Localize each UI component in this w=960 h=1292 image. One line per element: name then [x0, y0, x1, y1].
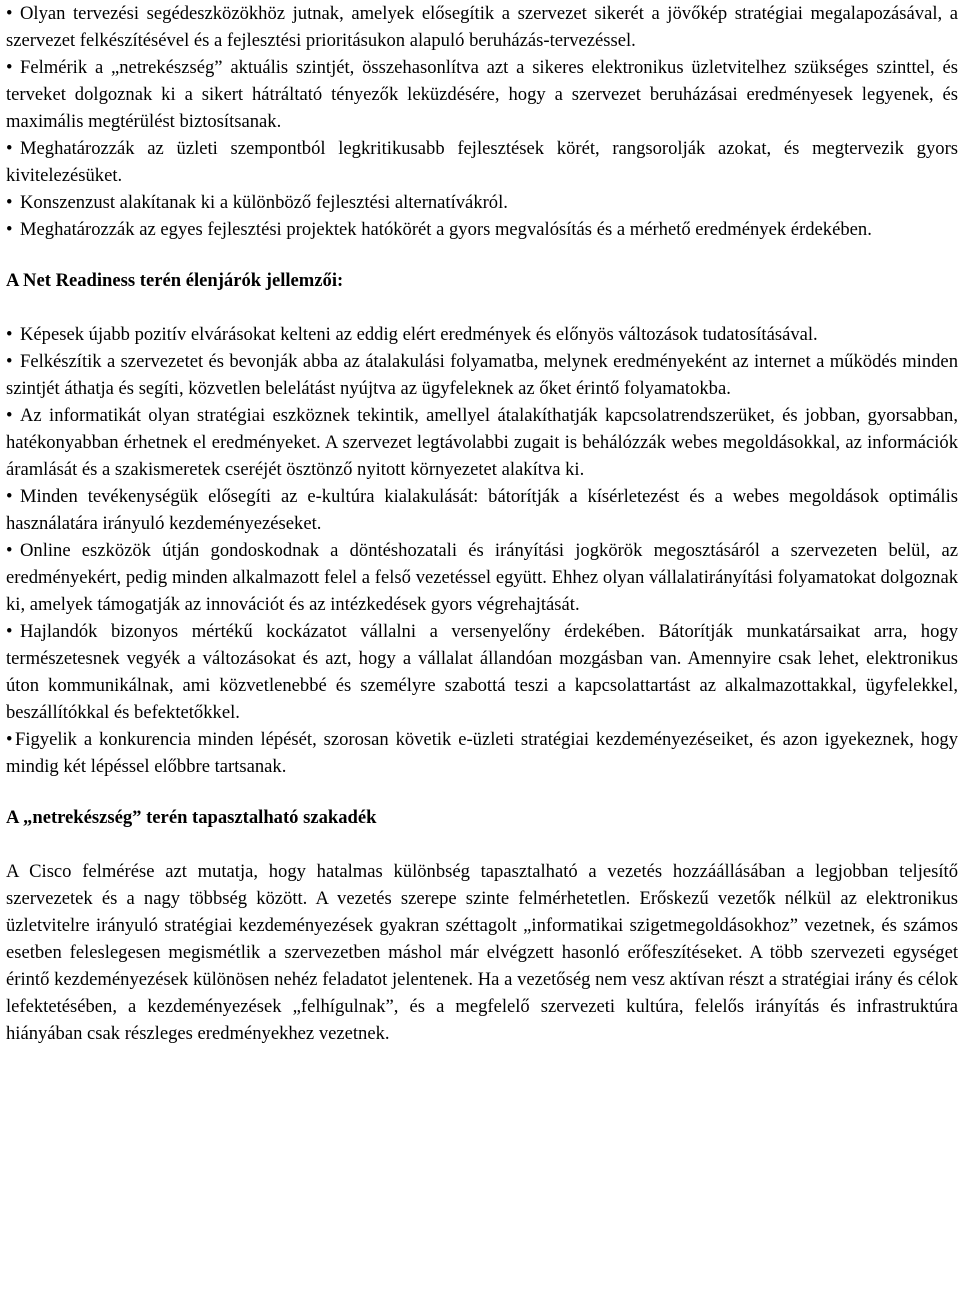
bullet-icon: •	[6, 57, 13, 78]
gap-paragraph: A Cisco felmérése azt mutatja, hogy hatalmas különbség tapasztalható a vezetés hozzáállásában a legjobban teljesítő szervezetek és a nagy többség között. A vezetés szerepe szinte felmérhetetlen. Erőskezű vezetők nélkül az elektronikus üzletvitelre irányuló stratégiai kezdeményezések gyakran széttagolt „informatikai szigetmegoldásokhoz” vezetnek, és számos esetben feleslegesen megismétlik a szervezetben máshol már elvégzett hasonló erőfeszítéseket. A több szervezeti egységet érintő kezdeményezések különösen nehéz feladatot jelentenek. Ha a vezetőség nem vesz aktívan részt a stratégiai irány és célok lefektetésében, a kezdeményezések „felhígulnak”, és a megfelelő szervezeti kultúra, felelős irányítás és infrastruktúra hiányában csak részleges eredményekhez vezetnek.	[6, 861, 958, 1044]
section-heading-leaders: A Net Readiness terén élenjárók jellemzői:	[6, 270, 344, 291]
list-item: • Az informatikát olyan stratégiai eszköznek tekintik, amellyel átalakíthatják kapcsolatrendszerüket, és jobban, gyorsabban, hatékonyabban érhetnek el eredményeket. A szervezet legtávolabbi zugait is behálózzák webes megoldásokkal, az információk áramlását és a szakismeretek cseréjét ösztönző nyitott környezetet alakítva ki.	[6, 402, 958, 483]
bullet-icon: •	[6, 540, 13, 561]
list-item: • Meghatározzák az üzleti szempontból legkritikusabb fejlesztések körét, rangsorolják azokat, és megtervezik gyors kivitelezésüket.	[6, 135, 958, 189]
document-page	[6, 0, 958, 1047]
list-item: • Meghatározzák az egyes fejlesztési projektek hatókörét a gyors megvalósítás és a mérhető eredmények érdekében.	[6, 216, 958, 243]
bullet-icon: •	[6, 351, 13, 372]
bullet-icon: •	[6, 324, 13, 345]
bullet-icon: •	[6, 138, 13, 159]
list-item: • Konszenzust alakítanak ki a különböző fejlesztési alternatívákról.	[6, 189, 958, 216]
bullet-icon: •	[6, 486, 13, 507]
top-bullet-list	[6, 0, 958, 243]
list-item: • Figyelik a konkurencia minden lépését, szorosan követik e-üzleti stratégiai kezdeményezéseiket, és azon igyekeznek, hogy mindig két lépéssel előbbre tartsanak.	[6, 726, 958, 780]
list-item: • Felkészítik a szervezetet és bevonják abba az átalakulási folyamatba, melynek eredményeként az internet a működés minden szintjét áthatja és segíti, közvetlen belelátást nyújtva az ügyfeleknek az őket érintő folyamatokba.	[6, 348, 958, 402]
bullet-icon: •	[6, 621, 13, 642]
leaders-bullet-list	[6, 321, 958, 780]
bullet-icon: •	[6, 3, 13, 24]
bullet-icon: •	[6, 219, 13, 240]
list-item: • Minden tevékenységük elősegíti az e-kultúra kialakulását: bátorítják a kísérletezést és a webes megoldások optimális használatára irányuló kezdeményezéseket.	[6, 483, 958, 537]
list-item: • Hajlandók bizonyos mértékű kockázatot vállalni a versenyelőny érdekében. Bátorítják munkatársaikat arra, hogy természetesnek vegyék a változásokat és azt, hogy a vállalat állandóan mozgásban van. Amennyire csak lehet, elektronikus úton kommunikálnak, ami közvetlenebbé és személyre szabottá teszi a kapcsolattartást az alkalmazottakkal, ügyfelekkel, beszállítókkal és befektetőkkel.	[6, 618, 958, 726]
list-item: • Olyan tervezési segédeszközökhöz jutnak, amelyek elősegítik a szervezet sikerét a jövőkép stratégiai megalapozásával, a szervezet felkészítésével és a fejlesztési prioritásukon alapuló beruházás-tervezéssel.	[6, 0, 958, 54]
bullet-icon: •	[6, 405, 13, 426]
list-item: • Képesek újabb pozitív elvárásokat kelteni az eddig elért eredmények és előnyös változások tudatosításával.	[6, 321, 958, 348]
bullet-icon: •	[6, 192, 13, 213]
list-item: • Online eszközök útján gondoskodnak a döntéshozatali és irányítási jogkörök megosztásáról a szervezeten belül, az eredményekért, pedig minden alkalmazott felel a felső vezetéssel együtt. Ehhez olyan vállalatirányítási folyamatokat dolgoznak ki, amelyek támogatják az innovációt és az intézkedések gyors végrehajtását.	[6, 537, 958, 618]
list-item: • Felmérik a „netrekészség” aktuális szintjét, összehasonlítva azt a sikeres elektronikus üzletvitelhez szükséges szinttel, és terveket dolgoznak ki a sikert hátráltató tényezők leküzdésére, hogy a szervezet beruházásai eredményesek legyenek, és maximális megtérülést biztosítsanak.	[6, 54, 958, 135]
bullet-icon: •	[6, 729, 13, 750]
section-heading-gap: A „netrekészség” terén tapasztalható szakadék	[6, 807, 377, 828]
